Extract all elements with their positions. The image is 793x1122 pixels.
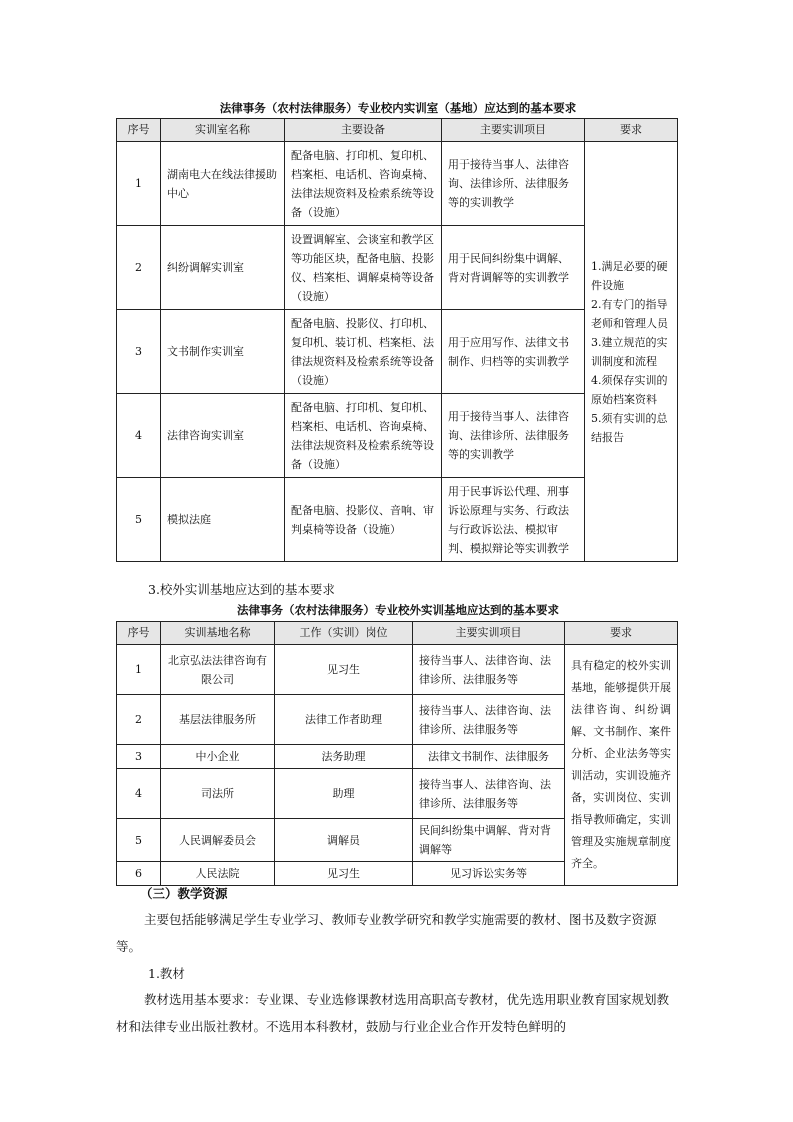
table1-header-equipment: 主要设备	[285, 119, 442, 142]
row-no: 5	[117, 478, 161, 562]
table2-requirement: 具有稳定的校外实训基地，能够提供开展法律咨询、纠纷调解、文书制作、案件分析、企业法务等实训活动，实训设施齐备，实训岗位、实训指导教师确定，实训管理及实施规章制度齐全。	[565, 645, 678, 886]
row-equipment: 配备电脑、投影仪、打印机、复印机、装订机、档案柜、法律法规资料及检索系统等设备（设施）	[285, 310, 442, 394]
row-project: 用于民间纠纷集中调解、背对背调解等的实训教学	[442, 226, 585, 310]
row-name: 北京弘法法律咨询有限公司	[161, 645, 275, 695]
table1-header-project: 主要实训项目	[442, 119, 585, 142]
row-equipment: 设置调解室、会谈室和教学区等功能区块，配备电脑、投影仪、档案柜、调解桌椅等设备（设施）	[285, 226, 442, 310]
row-post: 调解员	[275, 819, 413, 862]
row-post: 法律工作者助理	[275, 695, 413, 745]
row-project: 接待当事人、法律咨询、法律诊所、法律服务等	[413, 695, 565, 745]
textbook-heading: 1.教材	[148, 966, 185, 981]
row-no: 1	[117, 142, 161, 226]
row-post: 助理	[275, 769, 413, 819]
table2-header-project: 主要实训项目	[413, 622, 565, 645]
teaching-resources-heading: （三）教学资源	[140, 886, 228, 901]
row-name: 人民调解委员会	[161, 819, 275, 862]
row-no: 4	[117, 769, 161, 819]
table2	[116, 621, 678, 886]
row-name: 湖南电大在线法律援助中心	[161, 142, 285, 226]
row-project: 法律文书制作、法律服务	[413, 745, 565, 769]
row-post: 见习生	[275, 862, 413, 886]
table1-requirement: 1.满足必要的硬件设施 2.有专门的指导老师和管理人员 3.建立规范的实训制度和流程 4.须保存实训的原始档案资料 5.须有实训的总结报告	[585, 142, 678, 562]
table1-header-row	[117, 119, 678, 142]
row-name: 基层法律服务所	[161, 695, 275, 745]
row-project: 接待当事人、法律咨询、法律诊所、法律服务等	[413, 645, 565, 695]
row-project: 用于接待当事人、法律咨询、法律诊所、法律服务等的实训教学	[442, 394, 585, 478]
table2-header-row	[117, 622, 678, 645]
row-no: 1	[117, 645, 161, 695]
table-row	[117, 142, 678, 226]
row-project: 用于应用写作、法律文书制作、归档等的实训教学	[442, 310, 585, 394]
row-name: 法律咨询实训室	[161, 394, 285, 478]
row-post: 法务助理	[275, 745, 413, 769]
row-no: 2	[117, 226, 161, 310]
table-row	[117, 645, 678, 695]
row-name: 文书制作实训室	[161, 310, 285, 394]
table2-title: 法律事务（农村法律服务）专业校外实训基地应达到的基本要求	[237, 603, 559, 617]
row-equipment: 配备电脑、打印机、复印机、档案柜、电话机、咨询桌椅、法律法规资料及检索系统等设备（设施）	[285, 394, 442, 478]
row-no: 4	[117, 394, 161, 478]
table1-header-no: 序号	[117, 119, 161, 142]
row-equipment: 配备电脑、投影仪、音响、审判桌椅等设备（设施）	[285, 478, 442, 562]
table2-header-no: 序号	[117, 622, 161, 645]
row-project: 民间纠纷集中调解、背对背调解等	[413, 819, 565, 862]
table2-header-name: 实训基地名称	[161, 622, 275, 645]
section3-heading: 3.校外实训基地应达到的基本要求	[148, 582, 335, 597]
row-name: 人民法院	[161, 862, 275, 886]
row-no: 2	[117, 695, 161, 745]
row-name: 纠纷调解实训室	[161, 226, 285, 310]
row-project: 见习诉讼实务等	[413, 862, 565, 886]
row-project: 用于民事诉讼代理、刑事诉讼原理与实务、行政法与行政诉讼法、模拟审判、模拟辩论等实训教学	[442, 478, 585, 562]
table1-header-requirement: 要求	[585, 119, 678, 142]
textbook-text: 教材选用基本要求：专业课、专业选修课教材选用高职高专教材，优先选用职业教育国家规划教材和法律专业出版社教材。不选用本科教材，鼓励与行业企业合作开发特色鲜明的	[116, 992, 670, 1034]
row-name: 中小企业	[161, 745, 275, 769]
row-project: 用于接待当事人、法律咨询、法律诊所、法律服务等的实训教学	[442, 142, 585, 226]
row-no: 3	[117, 745, 161, 769]
row-no: 6	[117, 862, 161, 886]
row-equipment: 配备电脑、打印机、复印机、档案柜、电话机、咨询桌椅、法律法规资料及检索系统等设备（设施）	[285, 142, 442, 226]
table2-header-post: 工作（实训）岗位	[275, 622, 413, 645]
row-post: 见习生	[275, 645, 413, 695]
row-project: 接待当事人、法律咨询、法律诊所、法律服务等	[413, 769, 565, 819]
row-no: 5	[117, 819, 161, 862]
teaching-resources-intro: 主要包括能够满足学生专业学习、教师专业教学研究和教学实施需要的教材、图书及数字资源等。	[116, 912, 657, 954]
table2-header-requirement: 要求	[565, 622, 678, 645]
row-name: 司法所	[161, 769, 275, 819]
table1-header-name: 实训室名称	[161, 119, 285, 142]
row-name: 模拟法庭	[161, 478, 285, 562]
table1-title: 法律事务（农村法律服务）专业校内实训室（基地）应达到的基本要求	[219, 101, 577, 115]
row-no: 3	[117, 310, 161, 394]
table1	[116, 118, 678, 562]
